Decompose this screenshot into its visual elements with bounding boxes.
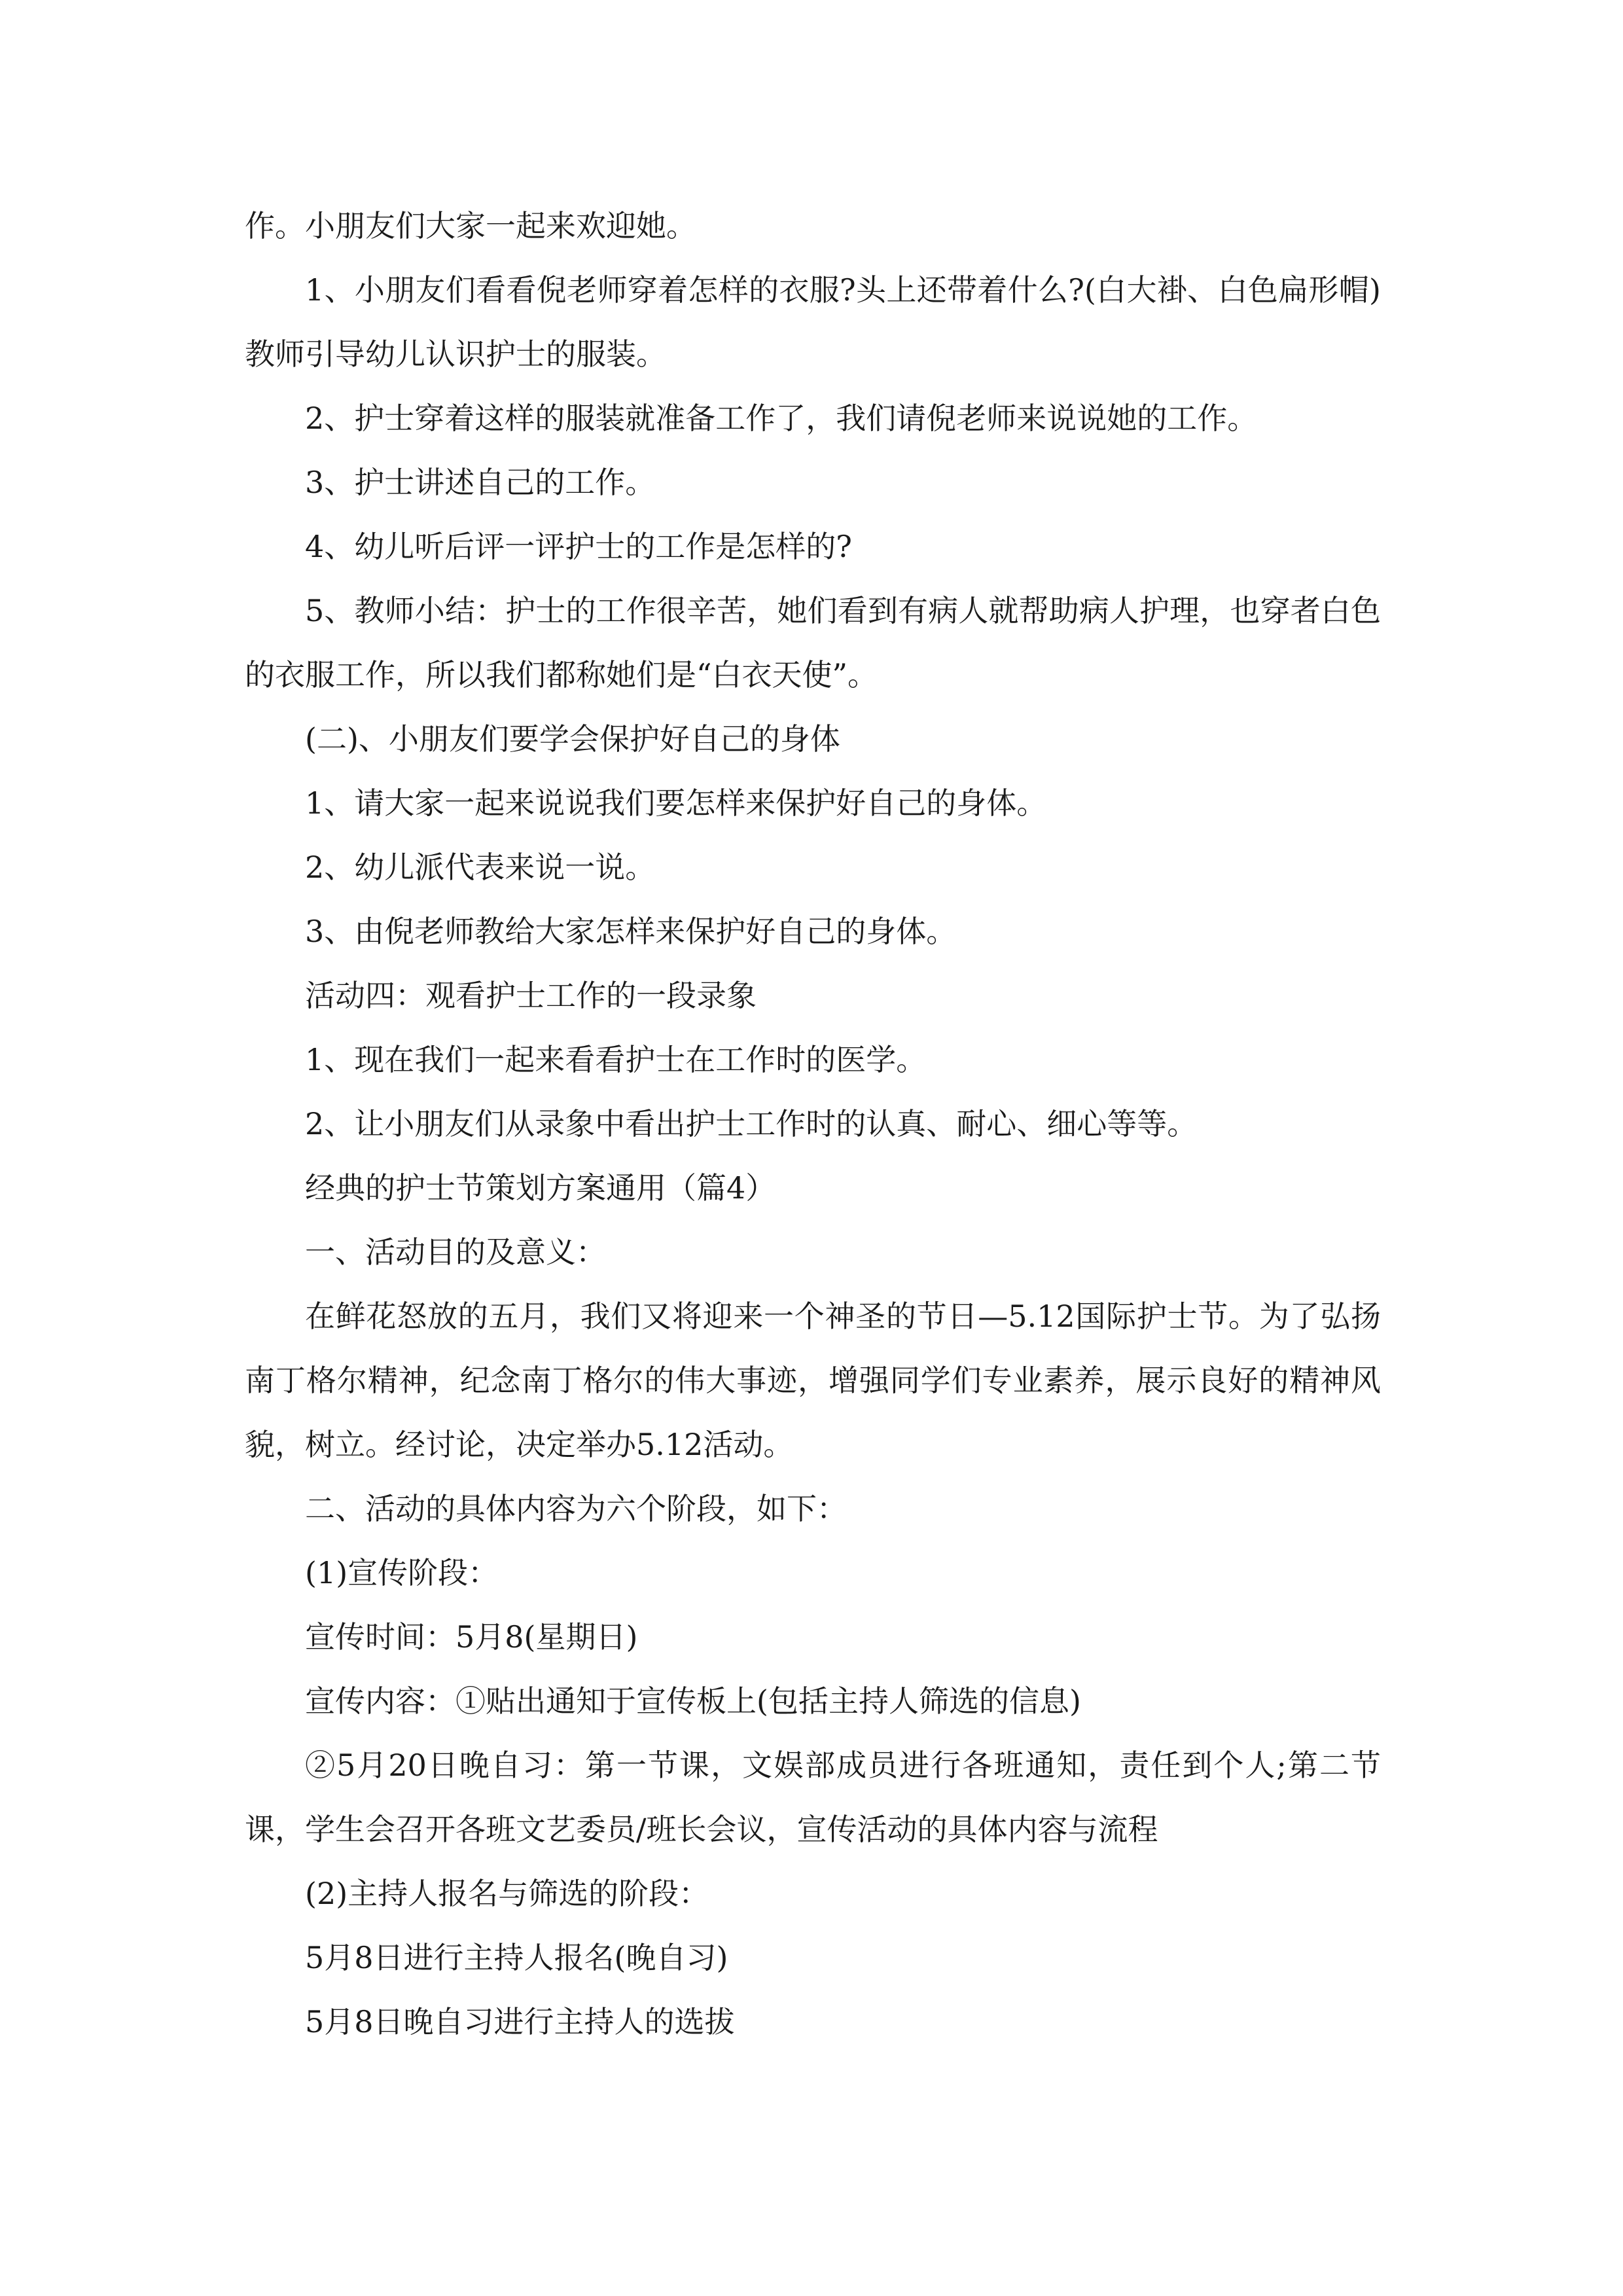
paragraph: 1、现在我们一起来看看护士在工作时的医学。	[305, 1042, 927, 1077]
paragraph: 4、幼儿听后评一评护士的工作是怎样的?	[305, 529, 852, 564]
document-body	[245, 194, 1381, 2054]
section-heading: (2)主持人报名与筛选的阶段：	[305, 1876, 709, 1911]
paragraph: ②5月20日晚自习：第一节课，文娱部成员进行各班通知，责任到个人;第二节课，学生会召开各班文艺委员/班长会议，宣传活动的具体内容与流程	[245, 1748, 1381, 1847]
section-heading: 一、活动目的及意义：	[305, 1234, 606, 1270]
paragraph: 1、请大家一起来说说我们要怎样来保护好自己的身体。	[305, 785, 1047, 821]
paragraph: 5月8日进行主持人报名(晚自习)	[305, 1940, 728, 1975]
paragraph: 5月8日晚自习进行主持人的选拔	[305, 2004, 735, 2039]
paragraph: 2、护士穿着这样的服装就准备工作了，我们请倪老师来说说她的工作。	[305, 401, 1258, 436]
paragraph: 宣传时间：5月8(星期日)	[305, 1619, 638, 1655]
section-heading: 二、活动的具体内容为六个阶段，如下：	[305, 1491, 847, 1526]
section-heading: (1)宣传阶段：	[305, 1555, 499, 1590]
paragraph: 2、让小朋友们从录象中看出护士工作时的认真、耐心、细心等等。	[305, 1106, 1198, 1141]
paragraph: 作。小朋友们大家一起来欢迎她。	[245, 208, 696, 243]
paragraph: 1、小朋友们看看倪老师穿着怎样的衣服?头上还带着什么?(白大褂、白色扁形帽)教师引导幼儿认识护士的服装。	[245, 272, 1381, 372]
article-title: 经典的护士节策划方案通用（篇4）	[305, 1170, 776, 1206]
paragraph: 3、由倪老师教给大家怎样来保护好自己的身体。	[305, 914, 957, 949]
paragraph: 3、护士讲述自己的工作。	[305, 465, 656, 500]
section-heading: 活动四：观看护士工作的一段录象	[305, 978, 757, 1013]
paragraph: 5、教师小结：护士的工作很辛苦，她们看到有病人就帮助病人护理，也穿者白色的衣服工作，所以我们都称她们是“白衣天使”。	[245, 593, 1381, 692]
paragraph: 2、幼儿派代表来说一说。	[305, 850, 656, 885]
section-heading: (二)、小朋友们要学会保护好自己的身体	[305, 721, 840, 757]
paragraph: 宣传内容：①贴出通知于宣传板上(包括主持人筛选的信息)	[305, 1683, 1081, 1719]
paragraph: 在鲜花怒放的五月，我们又将迎来一个神圣的节日—5.12国际护士节。为了弘扬南丁格尔精神，纪念南丁格尔的伟大事迹，增强同学们专业素养，展示良好的精神风貌，树立。经讨论，决定举办5.12活动。	[245, 1299, 1381, 1462]
